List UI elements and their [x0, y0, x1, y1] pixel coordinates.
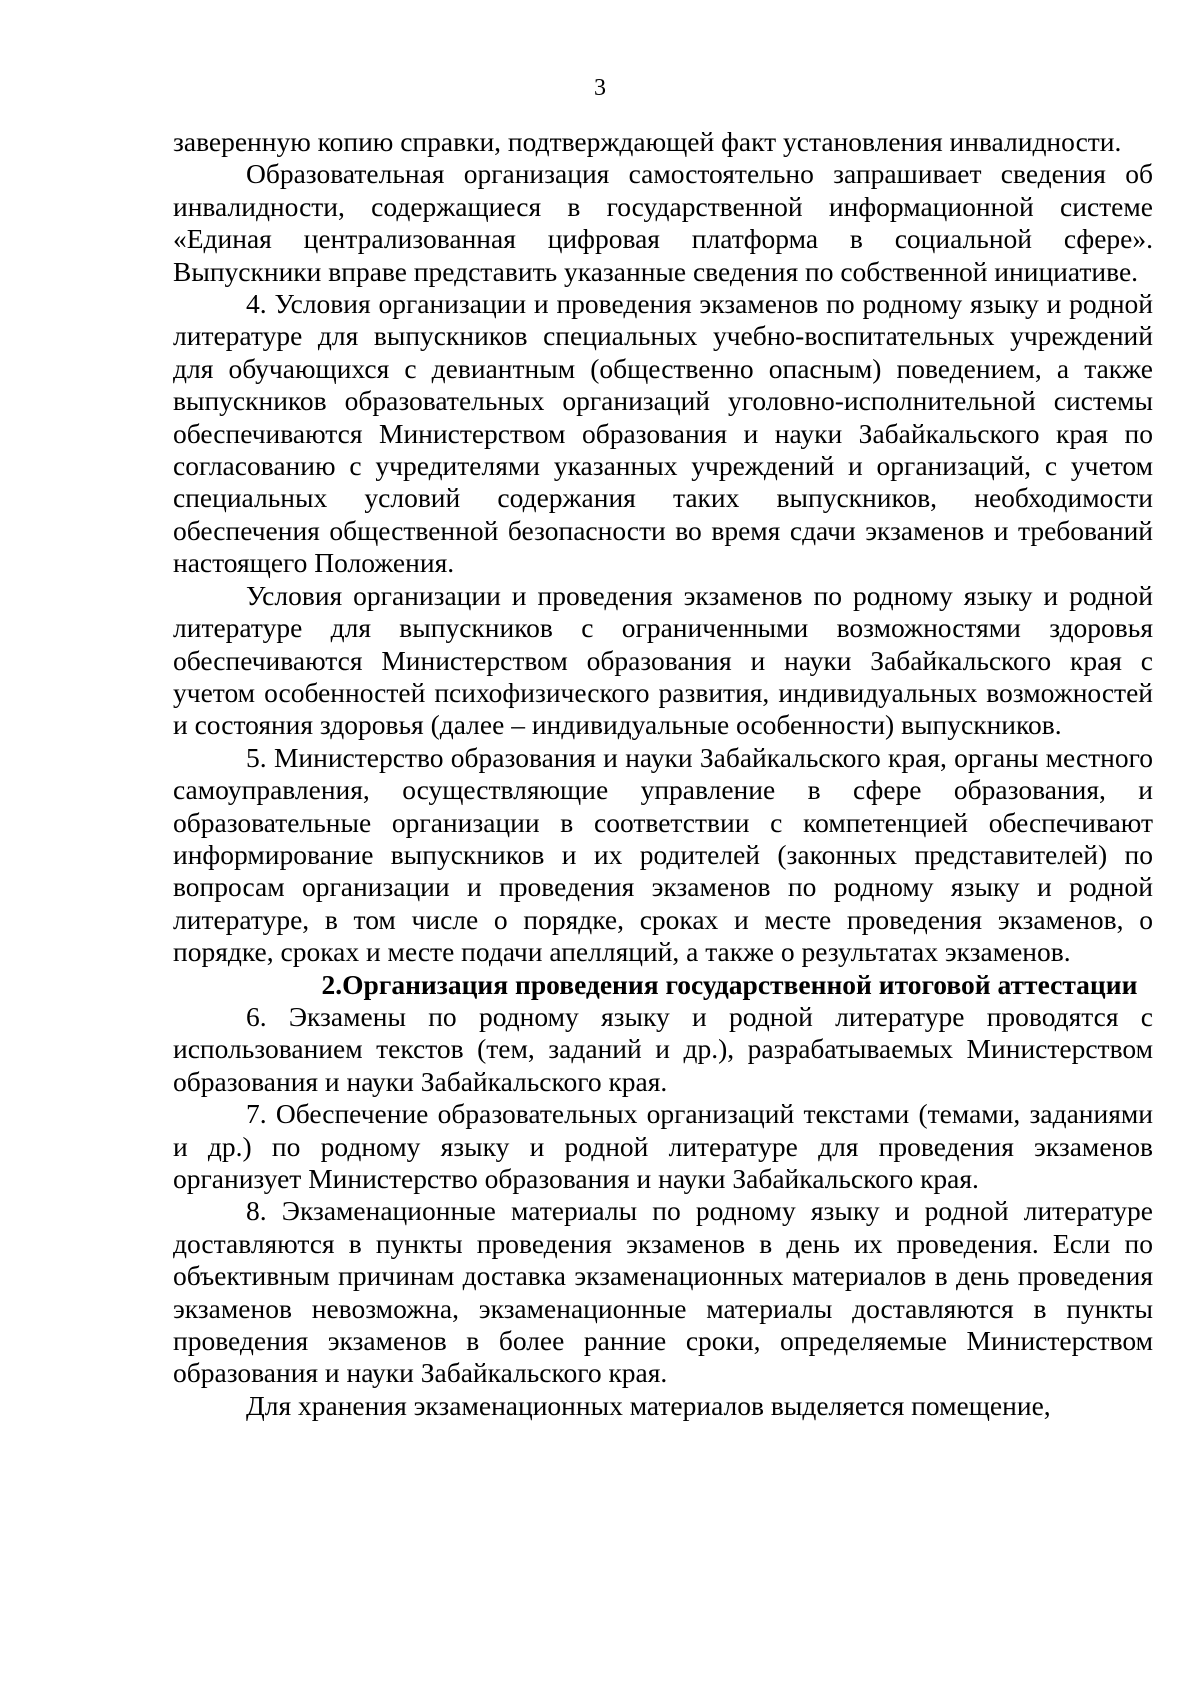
paragraph-item-6: 6. Экзамены по родному языку и родной литературе проводятся с использованием текстов (тем, заданий и др.), разрабатываемых Министерством образования и науки Забайкальского края.: [173, 1000, 1153, 1097]
paragraph-item-5: 5. Министерство образования и науки Забайкальского края, органы местного самоуправления, осуществляющие управление в сфере образования, и образовательные организации в соответствии с компетенцией обеспечивают информирование выпускников и их родителей (законных представителей) по вопросам организации и проведения экзаменов по родному языку и родной литературе, в том числе о порядке, сроках и месте проведения экзаменов, о порядке, сроках и месте подачи апелляций, а также о результатах экзаменов.: [173, 741, 1153, 968]
section-heading: 2.Организация проведения государственной итоговой аттестации: [321, 968, 1138, 1000]
paragraph-disability-info: Образовательная организация самостоятельно запрашивает сведения об инвалидности, содержащиеся в государственной информационной системе «Единая централизованная цифровая платформа в социальной сфере». Выпускники вправе представить указанные сведения по собственной инициативе.: [173, 158, 1153, 287]
paragraph-continuation: заверенную копию справки, подтверждающей факт установления инвалидности.: [173, 126, 1122, 157]
page-number: 3: [594, 75, 606, 101]
paragraph-special-needs: Условия организации и проведения экзаменов по родному языку и родной литературе для выпускников с ограниченными возможностями здоровья обеспечиваются Министерством образования и науки Забайкальского края с учетом особенностей психофизического развития, индивидуальных возможностей и состояния здоровья (далее – индивидуальные особенности) выпускников.: [173, 579, 1153, 741]
paragraph-item-4: 4. Условия организации и проведения экзаменов по родному языку и родной литературе для выпускников специальных учебно-воспитательных учреждений для обучающихся с девиантным (общественно опасным) поведением, а также выпускников образовательных организаций уголовно-исполнительной системы обеспечиваются Министерством образования и науки Забайкальского края по согласованию с учредителями указанных учреждений и организаций, с учетом специальных условий содержания таких выпускников, необходимости обеспечения общественной безопасности во время сдачи экзаменов и требований настоящего Положения.: [173, 288, 1153, 579]
paragraph-item-7: 7. Обеспечение образовательных организаций текстами (темами, заданиями и др.) по родному языку и родной литературе для проведения экзаменов организует Министерство образования и науки Забайкальского края.: [173, 1098, 1153, 1194]
paragraph-item-8: 8. Экзаменационные материалы по родному языку и родной литературе доставляются в пункты проведения экзаменов в день их проведения. Если по объективным причинам доставка экзаменационных материалов в день проведения экзаменов невозможна, экзаменационные материалы доставляются в пункты проведения экзаменов в более ранние сроки, определяемые Министерством образования и науки Забайкальского края.: [173, 1195, 1153, 1389]
paragraph-storage: Для хранения экзаменационных материалов выделяется помещение,: [246, 1389, 1051, 1421]
document-body: [173, 126, 1153, 1422]
